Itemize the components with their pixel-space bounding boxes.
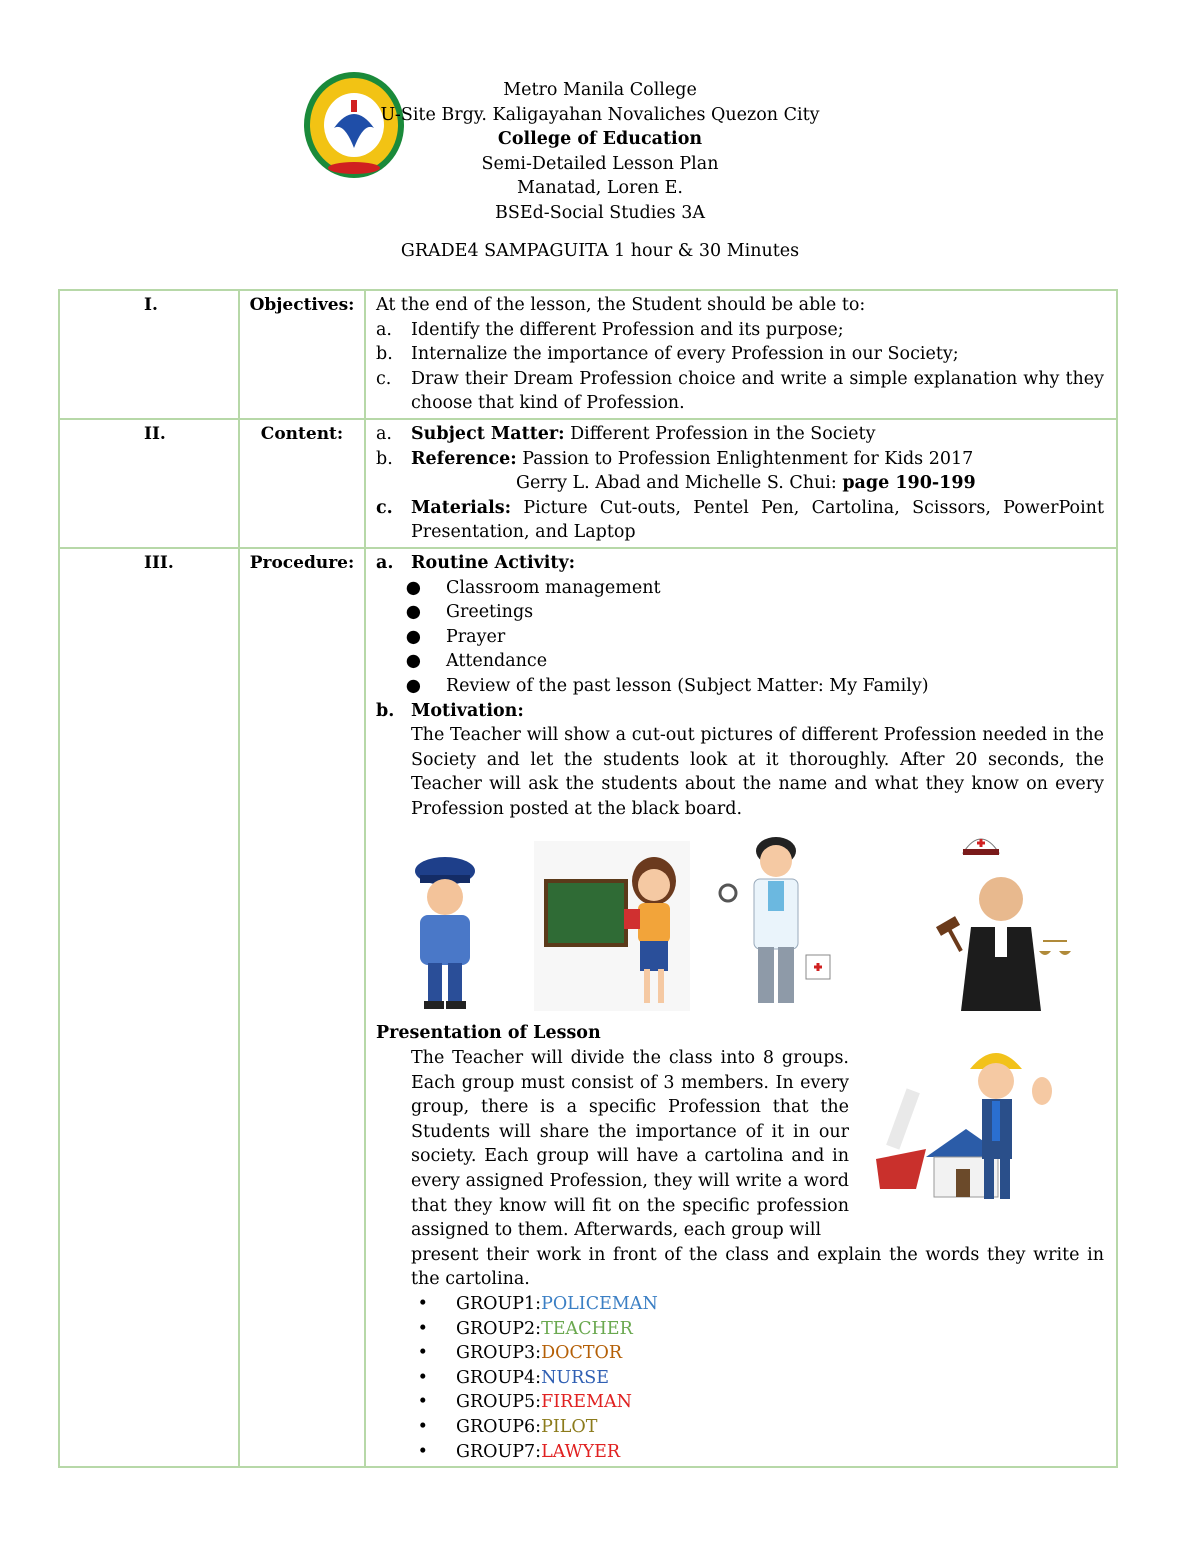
row-number: I. [144, 295, 158, 315]
list-item: ● Attendance [405, 651, 548, 672]
row-number: II. [144, 423, 166, 444]
row-label: Procedure: [249, 552, 355, 573]
doctor-image [706, 831, 846, 1011]
policeman-image [406, 851, 484, 1011]
motivation-heading: b. Motivation: [376, 700, 524, 721]
class-info: GRADE4 SAMPAGUITA 1 hour & 30 Minutes [400, 241, 800, 261]
objective-item: b. Internalize the importance of every Profession in our Society; [376, 344, 959, 365]
author-name: Manatad, Loren E. [517, 178, 683, 198]
group-item: • GROUP4: NURSE [417, 1367, 610, 1388]
group-item: • GROUP5: FIREMAN [417, 1392, 632, 1413]
subject-matter: a. Subject Matter: Different Profession in the Society [376, 423, 876, 444]
materials: c. Materials: Picture Cut-outs, Pentel Pen, Cartolina, Scissors, PowerPoint Presentation, and Laptop [376, 497, 1104, 543]
row-label: Objectives: [249, 295, 355, 315]
document-header [0, 78, 1200, 225]
presentation-text-continued: present their work in front of the class and explain the words they write in the cartolina. [411, 1244, 1104, 1290]
motivation-text: The Teacher will show a cut-out pictures of different Profession needed in the Society and let the students look at it thoroughly. After 20 seconds, the Teacher will ask the students about the name and what they know on every Profession posted at the black board. [411, 725, 1104, 819]
department: College of Education [497, 129, 703, 149]
routine-heading: a. Routine Activity: [376, 552, 576, 573]
presentation-text: The Teacher will divide the class into 8 groups. Each group must consist of 3 members. In every group, there is a specific Profession that the Students will share the importance of it in our society. Each group will have a cartolina and in every assigned Profession, they will write a word that they know will fit on the specific profession assigned to them. Afterwards, each group will [411, 1048, 849, 1241]
engineer-pilot-fireman-image [866, 1029, 1082, 1213]
group-item: • GROUP6: PILOT [417, 1416, 598, 1437]
reference: b. Reference: Passion to Profession Enlightenment for Kids 2017 [376, 448, 974, 469]
objectives-intro: At the end of the lesson, the Student should be able to: [376, 295, 866, 315]
profession-pictures [376, 821, 1104, 1021]
content-row [59, 419, 1117, 548]
lawyer-image [931, 871, 1071, 1017]
lesson-plan-table [58, 289, 1118, 1468]
group-item: • GROUP7: LAWYER [417, 1441, 621, 1462]
row-number: III. [144, 552, 174, 573]
section: BSEd-Social Studies 3A [494, 202, 706, 223]
list-item: ● Prayer [405, 626, 506, 647]
college-address: U-Site Brgy. Kaligayahan Novaliches Quezon City [380, 104, 820, 125]
reference-authors: Gerry L. Abad and Michelle S. Chui: page 190-199 [516, 473, 976, 494]
document-type: Semi-Detailed Lesson Plan [481, 153, 719, 174]
objective-item: c. Draw their Dream Profession choice and write a simple explanation why they choose that kind of Profession. [376, 368, 1104, 414]
group-item: • GROUP1: POLICEMAN [417, 1294, 658, 1314]
nurse-cap-image [961, 831, 1001, 857]
row-label: Content: [260, 423, 344, 444]
presentation-section [376, 1021, 1104, 1292]
teacher-image [534, 841, 690, 1011]
procedure-row [59, 548, 1117, 1467]
objective-item: a. Identify the different Profession and its purpose; [376, 319, 844, 340]
college-name: Metro Manila College [503, 80, 697, 100]
objectives-row [59, 290, 1117, 419]
list-item: ● Review of the past lesson (Subject Matter: My Family) [405, 675, 929, 696]
group-item: • GROUP3: DOCTOR [417, 1343, 623, 1364]
list-item: ● Classroom management [405, 577, 661, 598]
group-item: • GROUP2: TEACHER [417, 1318, 633, 1339]
list-item: ● Greetings [405, 602, 534, 623]
presentation-title: Presentation of Lesson [376, 1023, 601, 1044]
